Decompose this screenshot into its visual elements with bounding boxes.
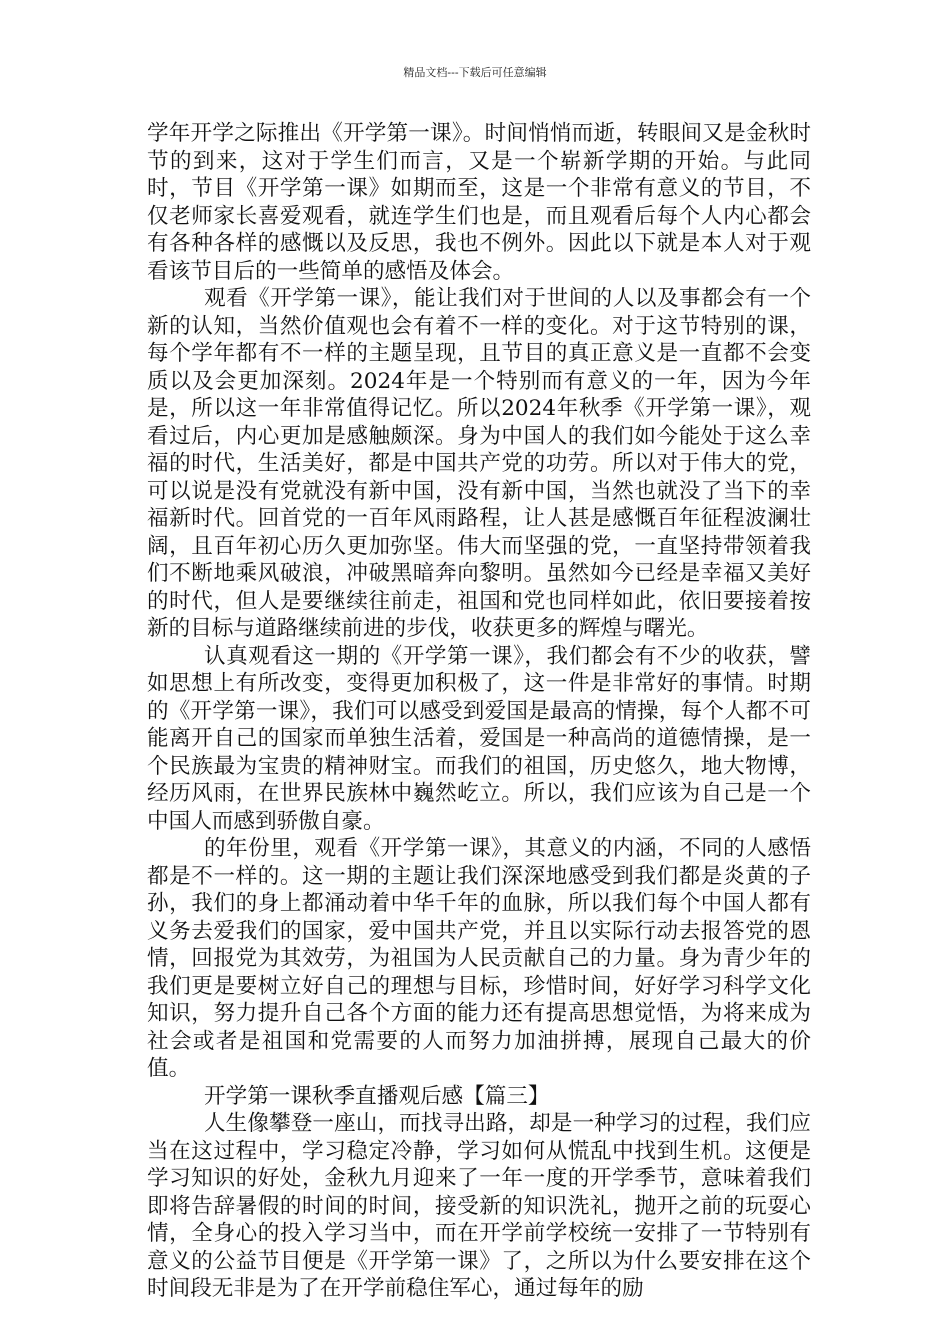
- paragraph-3: 认真观看这一期的《开学第一课》，我们都会有不少的收获，譬如思想上有所改变，变得更加积极了，这一件是非常好的事情。时期的《开学第一课》，我们可以感受到爱国是最高的情操，每个人都不可能离开自己的国家而单独生活着，爱国是一种高尚的道德情操，是一个民族最为宝贵的精神财宝。而我们的祖国，历史悠久，地大物博，经历风雨，在世界民族林中巍然屹立。所以，我们应该为自己是一个中国人而感到骄傲自豪。: [147, 643, 811, 834]
- page-header: 精品文档---下载后可任意编辑: [403, 66, 547, 79]
- paragraph-2: 观看《开学第一课》，能让我们对于世间的人以及事都会有一个新的认知，当然价值观也会有着不一样的变化。对于这节特别的课，每个学年都有不一样的主题呈现，且节目的真正意义是一直都不会变质以及会更加深刻。2024年是一个特别而有意义的一年，因为今年是，所以这一年非常值得记忆。所以2024年秋季《开学第一课》，观看过后，内心更加是感触颇深。身为中国人的我们如今能处于这么幸福的时代，生活美好，都是中国共产党的功劳。所以对于伟大的党，可以说是没有党就没有新中国，没有新中国，当然也就没了当下的幸福新时代。回首党的一百年风雨路程，让人甚是感慨百年征程波澜壮阔，且百年初心历久更加弥坚。伟大而坚强的党，一直坚持带领着我们不断地乘风破浪，冲破黑暗奔向黎明。虽然如今已经是幸福又美好的时代，但人是要继续往前走，祖国和党也同样如此，依旧要接着按新的目标与道路继续前进的步伐，收获更多的辉煌与曙光。: [147, 286, 811, 641]
- document-body: [147, 120, 811, 1303]
- paragraph-5: 人生像攀登一座山，而找寻出路，却是一种学习的过程，我们应当在这过程中，学习稳定冷静，学习如何从慌乱中找到生机。这便是学习知识的好处，金秋九月迎来了一年一度的开学季节，意味着我们即将告辞暑假的时间的时间，接受新的知识洗礼，抛开之前的玩耍心情，全身心的投入学习当中，而在开学前学校统一安排了一节特别有意义的公益节目便是《开学第一课》了，之所以为什么要安排在这个时间段无非是为了在开学前稳住军心，通过每年的励: [147, 1111, 811, 1301]
- section-heading: 开学第一课秋季直播观后感【篇三】: [204, 1083, 550, 1109]
- paragraph-4: 的年份里，观看《开学第一课》，其意义的内涵，不同的人感悟都是不一样的。这一期的主题让我们深深地感受到我们都是炎黄的子孙，我们的身上都涌动着中华千年的血脉，所以我们每个中国人都有义务去爱我们的国家，爱中国共产党，并且以实际行动去报答党的恩情，回报党为其效劳，为祖国为人民贡献自己的力量。身为青少年的我们更是要树立好自己的理想与目标，珍惜时间，好好学习科学文化知识，努力提升自己各个方面的能力还有提高思想觉悟，为将来成为社会或者是祖国和党需要的人而努力加油拼搏，展现自己最大的价值。: [147, 836, 811, 1081]
- paragraph-1: 学年开学之际推出《开学第一课》。时间悄悄而逝，转眼间又是金秋时节的到来，这对于学生们而言，又是一个崭新学期的开始。与此同时，节目《开学第一课》如期而至，这是一个非常有意义的节目，不仅老师家长喜爱观看，就连学生们也是，而且观看后每个人内心都会有各种各样的感慨以及反思，我也不例外。因此以下就是本人对于观看该节目后的一些简单的感悟及体会。: [147, 121, 811, 284]
